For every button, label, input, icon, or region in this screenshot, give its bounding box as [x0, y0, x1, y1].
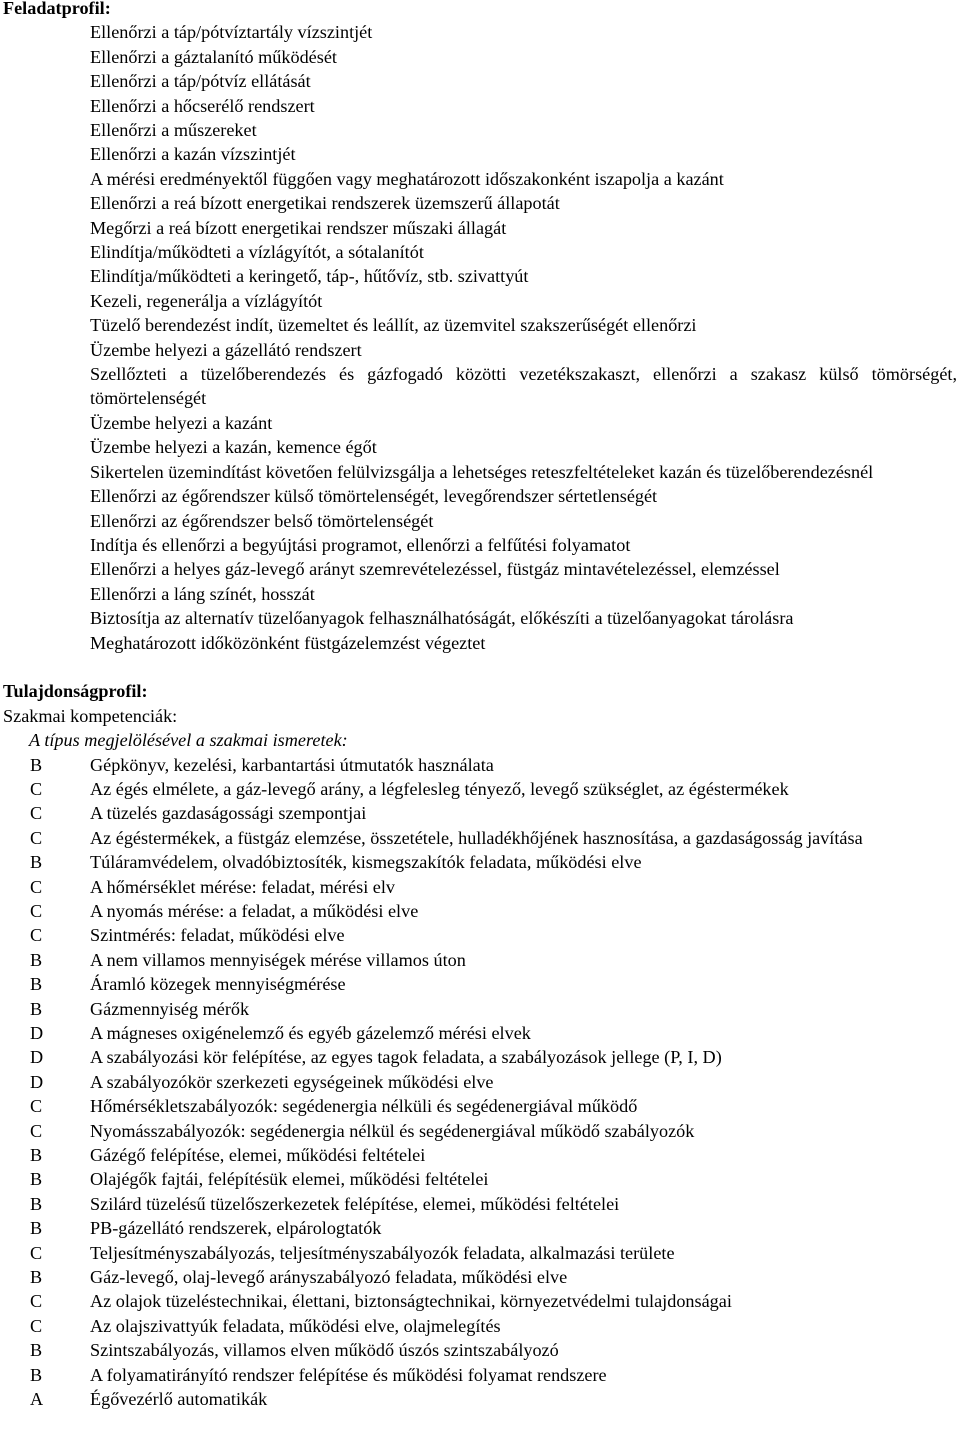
competency-text: Szintmérés: feladat, működési elve: [90, 925, 345, 946]
competency-item: [3, 1167, 957, 1191]
competency-level-letter: C: [30, 876, 43, 897]
competency-item: [3, 1045, 957, 1069]
competency-text: Szintszabályozás, villamos elven működő úszós szintszabályozó: [90, 1340, 559, 1361]
competency-level-letter: D: [30, 1047, 44, 1068]
competency-level-letter: B: [30, 1267, 43, 1288]
task-item: Tüzelő berendezést indít, üzemeltet és leállít, az üzemvitel szakszerűségét ellenőrzi: [90, 315, 697, 336]
task-item: Kezeli, regenerálja a vízlágyítót: [90, 290, 323, 311]
competency-level-letter: C: [30, 1315, 43, 1336]
competency-item: [3, 1094, 957, 1118]
task-item: Meghatározott időközönként füstgázelemzést végeztet: [90, 632, 486, 653]
competency-level-letter: B: [30, 1218, 43, 1239]
task-profile-heading: Feladatprofil:: [3, 0, 111, 18]
competency-text: PB-gázellátó rendszerek, elpárologtatók: [90, 1218, 382, 1239]
competency-level-letter: C: [30, 1242, 43, 1263]
competency-level-letter: B: [30, 1364, 43, 1385]
competency-text: Égővezérlő automatikák: [90, 1389, 268, 1410]
competency-level-letter: C: [30, 1291, 43, 1312]
competency-level-letter: B: [30, 949, 43, 970]
competency-text: A hőmérséklet mérése: feladat, mérési elv: [90, 876, 396, 897]
competency-text: Hőmérsékletszabályozók: segédenergia nélküli és segédenergiával működő: [90, 1096, 638, 1117]
task-item: Üzembe helyezi a kazánt: [90, 412, 273, 433]
competency-text: A folyamatirányító rendszer felépítése és működési folyamat rendszere: [90, 1364, 607, 1385]
competency-text: Nyomásszabályozók: segédenergia nélkül és segédenergiával működő szabályozók: [90, 1120, 695, 1141]
competency-text: Az égéstermékek, a füstgáz elemzése, összetétele, hulladékhőjének hasznosítása, a gazdaságosság javítása: [90, 827, 863, 848]
task-item: Ellenőrzi a helyes gáz-levegő arányt szemrevételezéssel, füstgáz mintavételezéssel, elemzéssel: [90, 559, 780, 580]
competency-item: [3, 1289, 957, 1313]
task-item: Sikertelen üzemindítást követően felülvizsgálja a lehetséges reteszfeltételeket kazán és tüzelőberendezésnél: [90, 461, 874, 482]
competency-level-letter: C: [30, 827, 43, 848]
competency-text: A szabályozási kör felépítése, az egyes tagok feladata, a szabályozások jellege (P, I, D): [90, 1047, 722, 1068]
competency-text: Túláramvédelem, olvadóbiztosíték, kismegszakítók feladata, működési elve: [90, 852, 642, 873]
competency-item: [3, 850, 957, 874]
competency-text: A nyomás mérése: a feladat, a működési elve: [90, 900, 419, 921]
competency-item: [3, 1021, 957, 1045]
task-item: Ellenőrzi a gáztalanító működését: [90, 46, 337, 67]
task-item: Ellenőrzi a táp/pótvíz ellátását: [90, 71, 311, 92]
task-item: Ellenőrzi a reá bízott energetikai rendszerek üzemszerű állapotát: [90, 193, 560, 214]
competency-level-letter: D: [30, 1022, 44, 1043]
competency-text: Szilárd tüzelésű tüzelőszerkezetek felépítése, elemei, működési feltételei: [90, 1193, 620, 1214]
competency-item: [3, 801, 957, 825]
competency-level-letter: C: [30, 925, 43, 946]
competency-item: [3, 875, 957, 899]
competency-text: Gépkönyv, kezelési, karbantartási útmutatók használata: [90, 754, 494, 775]
competency-item: [3, 826, 957, 850]
competency-level-letter: B: [30, 998, 43, 1019]
task-item: Elindítja/működteti a keringető, táp-, hűtővíz, stb. szivattyút: [90, 266, 529, 287]
section-spacer: [3, 655, 957, 679]
competency-level-letter: A: [30, 1389, 44, 1410]
competency-text: Gázégő felépítése, elemei, működési feltételei: [90, 1145, 426, 1166]
competency-text: Teljesítményszabályozás, teljesítményszabályozók feladata, alkalmazási területe: [90, 1242, 675, 1263]
task-item: Szellőzteti a tüzelőberendezés és gázfogadó közötti vezetékszakaszt, ellenőrzi a szakasz külső tömörségét, tömörtelenségét: [90, 364, 957, 409]
task-item: Biztosítja az alternatív tüzelőanyagok felhasználhatóságát, előkészíti a tüzelőanyagokat tárolásra: [90, 608, 794, 629]
competency-text: A mágneses oxigénelemző és egyéb gázelemző mérési elvek: [90, 1022, 531, 1043]
property-profile-heading: Tulajdonságprofil:: [3, 681, 148, 702]
competency-level-letter: B: [30, 1193, 43, 1214]
competency-text: Gázmennyiség mérők: [90, 998, 250, 1019]
competency-level-letter: C: [30, 778, 43, 799]
competency-item: [3, 753, 957, 777]
competency-item: [3, 1216, 957, 1240]
document-page: [3, 0, 957, 1411]
competency-item: [3, 1192, 957, 1216]
competencies-subheading: Szakmai kompetenciák:: [3, 705, 178, 726]
competency-item: [3, 777, 957, 801]
competency-item: [3, 1338, 957, 1362]
competency-level-letter: B: [30, 1169, 43, 1190]
competency-level-letter: B: [30, 754, 43, 775]
competency-item: [3, 997, 957, 1021]
competency-item: [3, 972, 957, 996]
competency-item: [3, 1241, 957, 1265]
competency-item: [3, 1363, 957, 1387]
competency-level-letter: B: [30, 852, 43, 873]
task-item: Elindítja/működteti a vízlágyítót, a sótalanítót: [90, 242, 424, 263]
task-item: Ellenőrzi a táp/pótvíztartály vízszintjét: [90, 22, 373, 43]
competency-text: A tüzelés gazdaságossági szempontjai: [90, 803, 367, 824]
task-profile-list: [3, 20, 957, 655]
competency-level-letter: C: [30, 900, 43, 921]
competency-level-letter: B: [30, 1145, 43, 1166]
task-item: Ellenőrzi az égőrendszer belső tömörtelenségét: [90, 510, 434, 531]
type-note: A típus megjelölésével a szakmai ismeretek:: [29, 730, 348, 751]
competency-item: [3, 1314, 957, 1338]
competency-level-letter: C: [30, 1120, 43, 1141]
task-item: Üzembe helyezi a kazán, kemence égőt: [90, 437, 377, 458]
task-item: Ellenőrzi a műszereket: [90, 120, 257, 141]
competency-item: [3, 948, 957, 972]
task-item: Indítja és ellenőrzi a begyújtási programot, ellenőrzi a felfűtési folyamatot: [90, 534, 631, 555]
competency-list: [3, 753, 957, 1412]
competency-item: [3, 1387, 957, 1411]
task-item: Ellenőrzi a hőcserélő rendszert: [90, 95, 315, 116]
competency-text: Olajégők fajtái, felépítésük elemei, működési feltételei: [90, 1169, 489, 1190]
task-item: Ellenőrzi az égőrendszer külső tömörtelenségét, levegőrendszer sértetlenségét: [90, 486, 658, 507]
task-item: Üzembe helyezi a gázellátó rendszert: [90, 339, 362, 360]
competency-level-letter: B: [30, 974, 43, 995]
task-item: A mérési eredményektől függően vagy meghatározott időszakonként iszapolja a kazánt: [90, 168, 724, 189]
competency-level-letter: C: [30, 1096, 43, 1117]
competency-level-letter: D: [30, 1071, 44, 1092]
competency-item: [3, 1070, 957, 1094]
competency-level-letter: C: [30, 803, 43, 824]
competency-text: A szabályozókör szerkezeti egységeinek működési elve: [90, 1071, 494, 1092]
competency-level-letter: B: [30, 1340, 43, 1361]
competency-item: [3, 1265, 957, 1289]
competency-text: Gáz-levegő, olaj-levegő arányszabályozó feladata, működési elve: [90, 1267, 568, 1288]
task-item: Ellenőrzi a kazán vízszintjét: [90, 144, 296, 165]
competency-text: A nem villamos mennyiségek mérése villamos úton: [90, 949, 466, 970]
competency-item: [3, 1143, 957, 1167]
competency-item: [3, 1119, 957, 1143]
task-item: Ellenőrzi a láng színét, hosszát: [90, 583, 315, 604]
competency-item: [3, 899, 957, 923]
competency-text: Az olajszivattyúk feladata, működési elve, olajmelegítés: [90, 1315, 501, 1336]
competency-text: Az olajok tüzeléstechnikai, élettani, biztonságtechnikai, környezetvédelmi tulajdonságai: [90, 1291, 732, 1312]
competency-item: [3, 923, 957, 947]
competency-text: Áramló közegek mennyiségmérése: [90, 974, 346, 995]
competency-text: Az égés elmélete, a gáz-levegő arány, a légfelesleg tényező, levegő szükséglet, az égéstermékek: [90, 778, 789, 799]
task-item: Megőrzi a reá bízott energetikai rendszer műszaki állagát: [90, 217, 507, 238]
